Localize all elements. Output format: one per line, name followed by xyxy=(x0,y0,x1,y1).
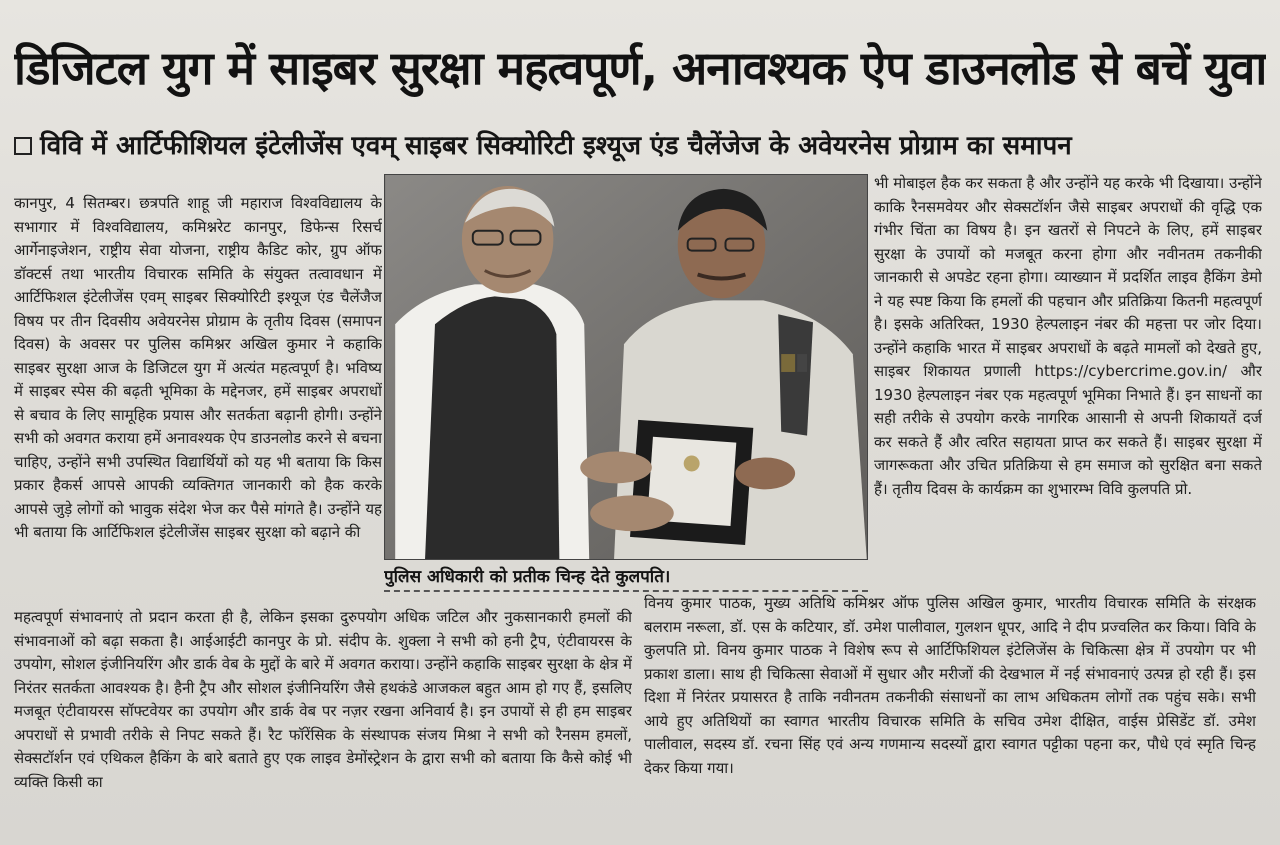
headline: डिजिटल युग में साइबर सुरक्षा महत्वपूर्ण, अनावश्यक ऐप डाउनलोड से बचें युवा xyxy=(14,41,1266,95)
subheadline xyxy=(14,124,1266,168)
bottom-right-column xyxy=(644,592,1256,812)
right-column-text: भी मोबाइल हैक कर सकता है और उन्होंने यह करके भी दिखाया। उन्होंने काकि रैनसमवेयर और सेक्सटॉर्शन जैसे साइबर अपराधों की वृद्धि एक गंभीर चिंता का विषय है। इन खतरों से निपटने के लिए, हमें साइबर सुरक्षा के उपायों को मजबूत करना होगा और नवीनतम तकनीकी जानकारी से अपडेट रहना होगा। व्याख्यान में प्रदर्शित लाइव हैकिंग डेमो ने यह स्पष्ट किया कि हमलों की पहचान और प्रतिक्रिया कितनी महत्वपूर्ण है। इसके अतिरिक्त, 1930 हेल्पलाइन नंबर की महत्ता पर जोर दिया। उन्होंने कहाकि भारत में साइबर अपराधों के बढ़ते मामलों को देखते हुए, साइबर शिकायत प्रणाली https://cybercrime.gov.in/ और 1930 हेल्पलाइन नंबर एक महत्वपूर्ण भूमिका निभाते हैं। इन साधनों का सही तरीके से उपयोग करके नागरिक आसानी से अपनी शिकायतें दर्ज कर सकते हैं और त्वरित सहायता प्राप्त कर सकते हैं। साइबर सुरक्षा में जागरूकता और उचित प्रतिक्रिया से हम समाज को सुरक्षित बना सकते हैं। तृतीय दिवस के कार्यक्रम का शुभारम्भ विवि कुलपति प्रो. xyxy=(874,174,1262,498)
left-column-text: कानपुर, 4 सितम्बर। छत्रपति शाहू जी महाराज विश्वविद्यालय के सभागार में विश्वविद्यालय, कमिश्नरेट कानपुर, डिफेन्स रिसर्च आर्गेनाइजेशन, राष्ट्रीय सेवा योजना, राष्ट्रीय कैडिट कोर, ग्रुप ऑफ डॉक्टर्स तथा भारतीय विचारक समिति के संयुक्त तत्वावधान में आर्टिफिशल इंटेलीजेंस एवम् साइबर सिक्योरिटी इश्यूज एंड चैलेंजैज विषय पर तीन दिवसीय अवेयरनेस प्रोग्राम के तृतीय दिवस (समापन दिवस) के अवसर पर पुलिस कमिश्नर अखिल कुमार ने कहाकि साइबर सुरक्षा आज के डिजिटल युग में अत्यंत महत्वपूर्ण है। भविष्य में साइबर स्पेस की बढ़ती भूमिका के मद्देनजर, हमें साइबर अपराधों से बचाव के लिए सामूहिक प्रयास और सतर्कता बढ़ानी होगी। उन्होंने सभी को अवगत कराया हमें अनावश्यक ऐप डाउनलोड करने से बचना चाहिए, उन्होंने सभी उपस्थित विद्यार्थियों को यह भी बताया कि किस प्रकार हैकर्स आपसे आपकी व्यक्तिगत जानकारी को हैक करके आपसे जुड़े लोगों को भावुक संदेश भेज कर पैसे मांगते है। उन्होंने यह भी बताया कि आर्टिफिशल इंटेलीजेंस साइबर सुरक्षा को बढ़ाने की xyxy=(14,194,382,541)
left-column xyxy=(14,192,382,612)
bullet-box-icon xyxy=(14,137,32,155)
photo-illustration xyxy=(385,175,867,559)
photo-caption: पुलिस अधिकारी को प्रतीक चिन्ह देते कुलपति। xyxy=(384,562,868,592)
bottom-left-column-text: महत्वपूर्ण संभावनाएं तो प्रदान करता ही है, लेकिन इसका दुरुपयोग अधिक जटिल और नुकसानकारी हमलों की संभावनाओं को बढ़ा सकता है। आईआईटी कानपुर के प्रो. संदीप के. शुक्ला ने सभी को हनी ट्रैप, एंटीवायरस के उपयोग, सोशल इंजीनियरिंग और डार्क वेब के मुद्दों के बारे में अवगत कराया। उन्होंने कहाकि साइबर सुरक्षा के क्षेत्र में निरंतर सतर्कता आवश्यक है। हैनी ट्रैप और सोशल इंजीनियरिंग जैसे हथकंडे आजकल बहुत आम हो गए हैं, इसलिए मजबूत एंटीवायरस सॉफ्टवेयर का उपयोग और डार्क वेब पर नज़र रखना अनिवार्य है। इन उपायों से ही हम साइबर अपराधों से प्रभावी तरीके से निपट सकते हैं। रैट फॉरेंसिक के संस्थापक संजय मिश्रा ने सभी को रैनसम हमलों, सेक्सटॉर्शन एवं एथिकल हैकिंग के बारे बताते हुए एक लाइव डेमोंस्ट्रेशन के द्वारा सभी को बताया कि कैसे कोई भी व्यक्ति किसी का xyxy=(14,608,632,791)
right-column xyxy=(874,172,1262,592)
subheadline-text: विवि में आर्टिफीशियल इंटेलीजेंस एवम् साइबर सिक्योरिटी इश्यूज एंड चैलेंजेज के अवेयरनेस प्रोग्राम का समापन xyxy=(40,131,1072,161)
news-photo xyxy=(384,174,868,560)
bottom-right-column-text: विनय कुमार पाठक, मुख्य अतिथि कमिश्नर ऑफ पुलिस अखिल कुमार, भारतीय विचारक समिति के संरक्षक बलराम नरूला, डॉ. एस के कटियार, डॉ. उमेश पालीवाल, गुलशन धूपर, आदि ने दीप प्रज्वलित कर किया। विवि के कुलपति प्रो. विनय कुमार पाठक ने विशेष रूप से आर्टिफिशियल इंटेलिजेंस के चिकित्सा क्षेत्र में उपयोग पर भी प्रकाश डाला। साथ ही चिकित्सा सेवाओं में सुधार और मरीजों की देखभाल में नई संभावनाएं उत्पन्न हो रही हैं। इस दिशा में निरंतर प्रयासरत है ताकि नवीनतम तकनीकी संसाधनों का लाभ अधिकतम लोगों तक पहुंच सके। सभी आये हुए अतिथियों का स्वागत भारतीय विचारक समिति के सचिव उमेश दीक्षित, वाईस प्रेसिडेंट डॉ. उमेश पालीवाल, सदस्य डॉ. रचना सिंह एवं अन्य गणमान्य सदस्यों द्वारा स्वागत पट्टीका पहना कर, पौधे एवं स्मृति चिन्ह देकर किया गया। xyxy=(644,594,1256,777)
bottom-left-column xyxy=(14,606,632,826)
